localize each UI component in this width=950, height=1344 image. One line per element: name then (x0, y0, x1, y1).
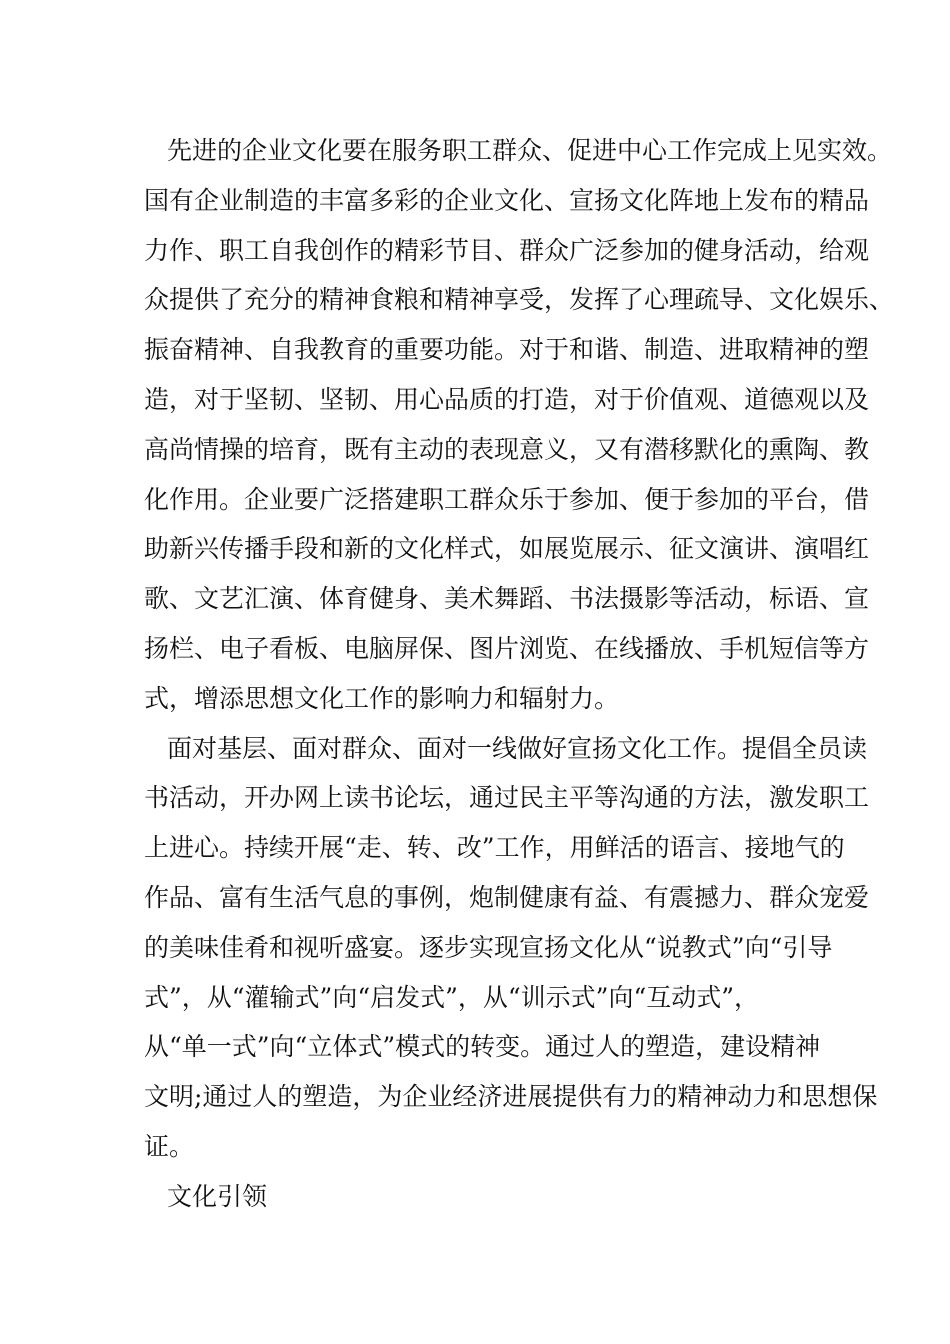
text-line: 文明;通过人的塑造，为企业经济进展提供有力的精神动力和思想保 (144, 1082, 878, 1112)
section-heading: 文化引领 (167, 1181, 268, 1211)
text-line: 面对基层、面对群众、面对一线做好宣扬文化工作。提倡全员读 (167, 733, 868, 763)
text-line: 作品、富有生活气息的事例，炮制健康有益、有震撼力、群众宠爱 (144, 882, 870, 912)
text-line: 歌、文艺汇演、体育健身、美术舞蹈、书法摄影等活动，标语、宣 (144, 584, 870, 614)
document-body (144, 126, 895, 1222)
text-line: 先进的企业文化要在服务职工群众、促进中心工作完成上见实效。 (167, 136, 893, 165)
paragraph-1 (144, 126, 895, 724)
text-line: 助新兴传播手段和新的文化样式，如展览展示、征文演讲、演唱红 (144, 534, 870, 564)
text-line: 化作用。企业要广泛搭建职工群众乐于参加、便于参加的平台，借 (144, 484, 870, 514)
text-line: 证。 (144, 1131, 195, 1161)
text-line: 上进心。持续开展“走、转、改”工作，用鲜活的语言、接地气的 (144, 833, 845, 863)
text-line: 式，增添思想文化工作的影响力和辐射力。 (144, 683, 620, 713)
paragraph-2 (144, 724, 878, 1172)
text-line: 扬栏、电子看板、电脑屏保、图片浏览、在线播放、手机短信等方 (144, 633, 870, 663)
text-line: 式”，从“灌输式”向“启发式”，从“训示式”向“互动式”， (144, 982, 760, 1012)
text-line: 国有企业制造的丰富多彩的企业文化、宣扬文化阵地上发布的精品 (144, 185, 870, 215)
text-line: 书活动，开办网上读书论坛，通过民主平等沟通的方法，激发职工 (144, 783, 870, 813)
text-line: 振奋精神、自我教育的重要功能。对于和谐、制造、进取精神的塑 (144, 335, 870, 365)
text-line: 的美味佳肴和视听盛宴。逐步实现宣扬文化从“说教式”向“引导 (144, 932, 833, 962)
text-line: 高尚情操的培育，既有主动的表现意义，又有潜移默化的熏陶、教 (144, 434, 870, 464)
text-line: 力作、职工自我创作的精彩节目、群众广泛参加的健身活动，给观 (144, 235, 870, 265)
text-line: 造，对于坚韧、坚韧、用心品质的打造，对于价值观、道德观以及 (144, 384, 870, 414)
text-line: 众提供了充分的精神食粮和精神享受，发挥了心理疏导、文化娱乐、 (144, 285, 895, 315)
text-line: 从“单一式”向“立体式”模式的转变。通过人的塑造，建设精神 (144, 1032, 821, 1062)
